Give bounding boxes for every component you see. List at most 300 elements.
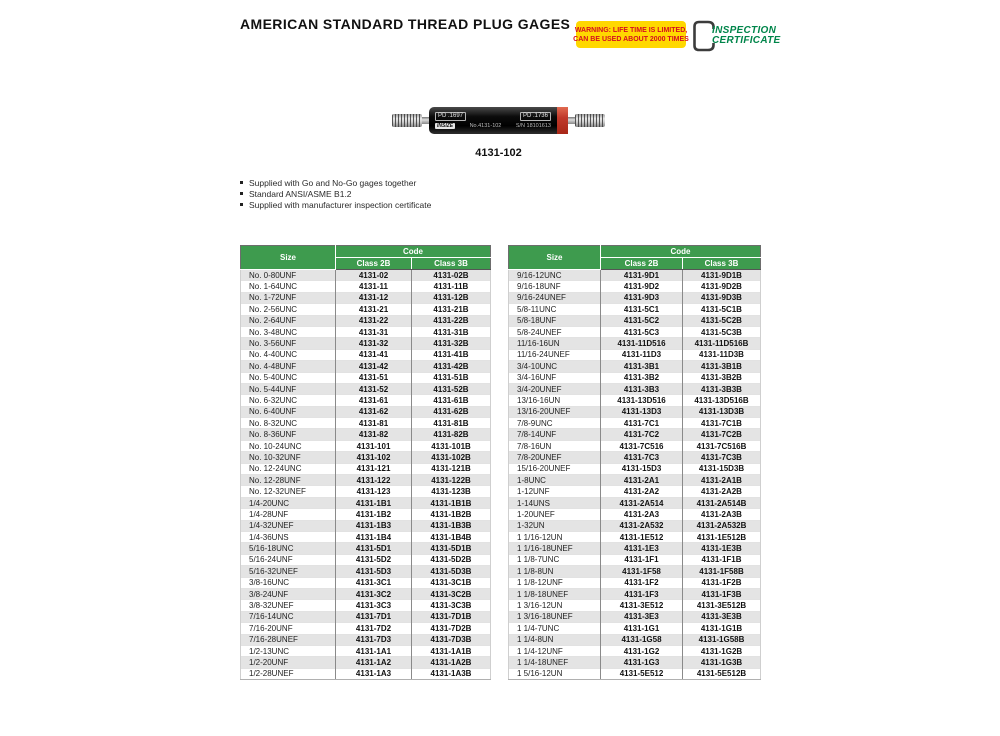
size-cell: 1-20UNEF [509,509,601,520]
table-row [509,361,761,372]
table-row [241,566,491,577]
page-title: AMERICAN STANDARD THREAD PLUG GAGES [240,16,571,32]
table-row [509,554,761,565]
table-row [241,338,491,349]
table-row [241,372,491,383]
code-cell: 4131-02 [336,270,412,281]
code-cell: 4131-1G1 [601,623,683,634]
column-header-class2b: Class 2B [336,258,412,270]
size-cell: No. 0-80UNF [241,270,336,281]
table-row [241,440,491,451]
size-cell: 1 1/4-12UNF [509,645,601,656]
code-cell: 4131-9D1B [683,270,761,281]
code-cell: 4131-1A1B [412,645,491,656]
code-cell: 4131-3C3 [336,600,412,611]
size-cell: 5/16-32UNEF [241,566,336,577]
code-cell: 4131-12B [412,292,491,303]
size-cell: 15/16-20UNEF [509,463,601,474]
size-cell: No. 10-24UNC [241,440,336,451]
size-code-table-left [240,245,491,680]
code-cell: 4131-9D3 [601,292,683,303]
code-cell: 4131-31B [412,326,491,337]
code-cell: 4131-7D1B [412,611,491,622]
code-cell: 4131-3E3 [601,611,683,622]
table-row [509,429,761,440]
table-row [509,566,761,577]
code-cell: 4131-5C1B [683,304,761,315]
code-cell: 4131-2A3B [683,509,761,520]
code-cell: 4131-122 [336,475,412,486]
feature-text: Standard ANSI/ASME B1.2 [249,188,352,199]
brand-logo: INSIZE [437,122,454,129]
code-cell: 4131-11D3 [601,349,683,360]
code-cell: 4131-3E3B [683,611,761,622]
size-cell: 13/16-16UN [509,395,601,406]
size-cell: No. 10-32UNF [241,452,336,463]
size-cell: 11/16-24UNEF [509,349,601,360]
code-cell: 4131-122B [412,475,491,486]
table-row [509,531,761,542]
table-row [241,281,491,292]
size-cell: 9/16-18UNF [509,281,601,292]
size-cell: 5/8-18UNF [509,315,601,326]
table-row [509,440,761,451]
table-row [241,463,491,474]
size-cell: 1/2-28UNEF [241,668,336,679]
code-cell: 4131-7C2 [601,429,683,440]
code-cell: 4131-2A2B [683,486,761,497]
gage-thread-left-icon [392,114,422,127]
size-cell: No. 4-48UNF [241,361,336,372]
code-cell: 4131-1A3 [336,668,412,679]
code-cell: 4131-13D3 [601,406,683,417]
table-row [241,486,491,497]
gage-shaft-right [568,117,575,124]
table-row [509,486,761,497]
size-cell: 13/16-20UNEF [509,406,601,417]
code-cell: 4131-3E512 [601,600,683,611]
code-cell: 4131-11D516B [683,338,761,349]
code-cell: 4131-1A2B [412,657,491,668]
code-cell: 4131-7C1 [601,418,683,429]
table-row [509,657,761,668]
table-row [509,315,761,326]
code-cell: 4131-32B [412,338,491,349]
table-row [241,475,491,486]
code-cell: 4131-51B [412,372,491,383]
code-cell: 4131-1B3B [412,520,491,531]
column-header-size: Size [509,246,601,270]
code-cell: 4131-5C1 [601,304,683,315]
table-row [241,623,491,634]
table-row [241,395,491,406]
size-cell: 1/4-28UNF [241,509,336,520]
code-cell: 4131-1F3B [683,588,761,599]
code-cell: 4131-1B4 [336,531,412,542]
table-row [241,611,491,622]
size-cell: 1 1/8-8UN [509,566,601,577]
code-cell: 4131-1A2 [336,657,412,668]
table-row [241,429,491,440]
code-cell: 4131-1G1B [683,623,761,634]
size-cell: No. 1-72UNF [241,292,336,303]
feature-list [240,177,431,210]
size-cell: 1/4-20UNC [241,497,336,508]
table-row [241,588,491,599]
code-cell: 4131-5C3B [683,326,761,337]
product-image [392,99,605,141]
code-cell: 4131-102 [336,452,412,463]
code-cell: 4131-7C3B [683,452,761,463]
code-cell: 4131-42B [412,361,491,372]
table-row [509,520,761,531]
code-cell: 4131-1F58 [601,566,683,577]
size-code-table-right [508,245,761,680]
size-cell: 1/4-32UNEF [241,520,336,531]
code-cell: 4131-5D3 [336,566,412,577]
table-row [241,383,491,394]
table-row [241,543,491,554]
size-cell: 1-14UNS [509,497,601,508]
table-row [241,292,491,303]
size-cell: 1/2-20UNF [241,657,336,668]
table-row [509,543,761,554]
table-row [509,452,761,463]
code-cell: 4131-5D2B [412,554,491,565]
code-cell: 4131-1B2 [336,509,412,520]
code-cell: 4131-11 [336,281,412,292]
code-cell: 4131-11D516 [601,338,683,349]
table-row [241,270,491,281]
code-cell: 4131-1A1 [336,645,412,656]
column-header-size: Size [241,246,336,270]
table-row [509,623,761,634]
size-cell: No. 3-56UNF [241,338,336,349]
code-cell: 4131-42 [336,361,412,372]
code-cell: 4131-62B [412,406,491,417]
size-cell: 3/8-16UNC [241,577,336,588]
code-cell: 4131-5D1B [412,543,491,554]
code-cell: 4131-61 [336,395,412,406]
code-cell: 4131-41B [412,349,491,360]
table-row [241,520,491,531]
size-cell: No. 3-48UNC [241,326,336,337]
table-row [241,326,491,337]
code-cell: 4131-1G2B [683,645,761,656]
code-cell: 4131-62 [336,406,412,417]
code-cell: 4131-3B1 [601,361,683,372]
gage-pd-left-label: PD .1697 [435,112,466,121]
code-cell: 4131-1A3B [412,668,491,679]
code-cell: 4131-9D3B [683,292,761,303]
column-header-class2b: Class 2B [601,258,683,270]
code-cell: 4131-9D1 [601,270,683,281]
size-cell: No. 12-28UNF [241,475,336,486]
table-row [509,588,761,599]
code-cell: 4131-7D2B [412,623,491,634]
code-cell: 4131-1F3 [601,588,683,599]
table-row [241,349,491,360]
code-cell: 4131-7C516 [601,440,683,451]
code-cell: 4131-123 [336,486,412,497]
gage-serial-label: S/N 18101613 [515,122,551,129]
column-header-code: Code [336,246,491,258]
code-cell: 4131-3C1B [412,577,491,588]
code-cell: 4131-81B [412,418,491,429]
gage-shaft-left [422,117,429,124]
table-row [241,645,491,656]
table-row [241,554,491,565]
table-row [509,475,761,486]
table-row [241,600,491,611]
size-cell: No. 8-32UNC [241,418,336,429]
feature-item [240,188,431,199]
column-header-class3b: Class 3B [683,258,761,270]
code-cell: 4131-1E3 [601,543,683,554]
code-cell: 4131-21 [336,304,412,315]
size-cell: 9/16-12UNC [509,270,601,281]
code-cell: 4131-22 [336,315,412,326]
gage-thread-right-icon [575,114,605,127]
table-row [509,406,761,417]
table-row [509,383,761,394]
code-cell: 4131-3B2 [601,372,683,383]
size-cell: 7/8-9UNC [509,418,601,429]
size-cell: 7/8-20UNEF [509,452,601,463]
table-row [241,577,491,588]
table-row [241,304,491,315]
warning-line-1: WARNING: LIFE TIME IS LIMITED, [574,26,688,34]
feature-item [240,177,431,188]
code-cell: 4131-2A514 [601,497,683,508]
code-cell: 4131-1G2 [601,645,683,656]
code-cell: 4131-3E512B [683,600,761,611]
code-cell: 4131-1B4B [412,531,491,542]
certificate-line-2: CERTIFICATE [712,35,781,46]
code-cell: 4131-31 [336,326,412,337]
size-cell: 7/16-28UNEF [241,634,336,645]
code-cell: 4131-7D2 [336,623,412,634]
product-caption: 4131-102 [475,147,522,159]
code-cell: 4131-1F58B [683,566,761,577]
size-cell: 3/8-24UNF [241,588,336,599]
size-cell: 1 3/16-18UNEF [509,611,601,622]
table-row [509,577,761,588]
size-cell: 7/8-16UN [509,440,601,451]
code-cell: 4131-81 [336,418,412,429]
table-row [241,668,491,679]
size-cell: 1 3/16-12UN [509,600,601,611]
code-cell: 4131-1F1B [683,554,761,565]
gage-red-band [557,107,568,134]
size-cell: 5/16-24UNF [241,554,336,565]
code-cell: 4131-5C2 [601,315,683,326]
size-cell: 1 1/8-18UNEF [509,588,601,599]
code-cell: 4131-9D2B [683,281,761,292]
code-cell: 4131-13D516B [683,395,761,406]
table-row [509,611,761,622]
code-cell: 4131-61B [412,395,491,406]
code-cell: 4131-123B [412,486,491,497]
size-cell: 1 1/8-7UNC [509,554,601,565]
code-cell: 4131-101B [412,440,491,451]
size-cell: 1-12UNF [509,486,601,497]
code-cell: 4131-1B3 [336,520,412,531]
code-cell: 4131-5C3 [601,326,683,337]
code-cell: 4131-1F2B [683,577,761,588]
code-cell: 4131-82B [412,429,491,440]
size-cell: 1 1/4-8UN [509,634,601,645]
size-cell: 1-32UN [509,520,601,531]
size-cell: 1 1/8-12UNF [509,577,601,588]
size-cell: 1 1/4-18UNEF [509,657,601,668]
code-cell: 4131-7D3 [336,634,412,645]
table-row [241,452,491,463]
table-row [509,395,761,406]
size-cell: 7/16-14UNC [241,611,336,622]
column-header-class3b: Class 3B [412,258,491,270]
size-cell: No. 12-32UNEF [241,486,336,497]
code-cell: 4131-2A1 [601,475,683,486]
certificate-line-1: INSPECTION [712,25,777,36]
size-cell: 5/8-24UNEF [509,326,601,337]
code-cell: 4131-3B3B [683,383,761,394]
code-cell: 4131-12 [336,292,412,303]
size-cell: No. 2-64UNF [241,315,336,326]
gage-pd-right-label: PD .1736 [520,112,551,121]
code-cell: 4131-121 [336,463,412,474]
warning-badge [573,21,689,48]
code-cell: 4131-41 [336,349,412,360]
code-cell: 4131-3C3B [412,600,491,611]
code-cell: 4131-1G58B [683,634,761,645]
code-cell: 4131-7C516B [683,440,761,451]
size-cell: 1 5/16-12UN [509,668,601,679]
code-cell: 4131-1B2B [412,509,491,520]
code-cell: 4131-2A2 [601,486,683,497]
code-cell: 4131-5C2B [683,315,761,326]
table-row [241,634,491,645]
inspection-certificate-badge [691,19,781,53]
code-cell: 4131-52 [336,383,412,394]
size-cell: No. 1-64UNC [241,281,336,292]
table-row [509,463,761,474]
code-cell: 4131-7D3B [412,634,491,645]
size-cell: 7/16-20UNF [241,623,336,634]
size-cell: No. 5-40UNC [241,372,336,383]
size-cell: 3/4-20UNEF [509,383,601,394]
table-row [509,497,761,508]
code-cell: 4131-1B1 [336,497,412,508]
code-cell: 4131-3B2B [683,372,761,383]
size-cell: 3/4-10UNC [509,361,601,372]
table-row [241,361,491,372]
gage-handle [429,107,557,134]
code-cell: 4131-13D3B [683,406,761,417]
table-row [509,292,761,303]
code-cell: 4131-5E512 [601,668,683,679]
size-cell: 1 1/16-12UN [509,531,601,542]
bullet-icon [240,181,243,184]
table-row [509,304,761,315]
code-cell: 4131-2A532B [683,520,761,531]
table-row [509,418,761,429]
code-cell: 4131-02B [412,270,491,281]
feature-text: Supplied with Go and No-Go gages together [249,177,417,188]
size-cell: No. 6-32UNC [241,395,336,406]
size-cell: No. 4-40UNC [241,349,336,360]
code-cell: 4131-5D2 [336,554,412,565]
size-cell: No. 5-44UNF [241,383,336,394]
table-row [509,338,761,349]
size-cell: 1 1/16-18UNEF [509,543,601,554]
table-row [509,645,761,656]
code-cell: 4131-13D516 [601,395,683,406]
code-cell: 4131-82 [336,429,412,440]
code-cell: 4131-7C3 [601,452,683,463]
code-cell: 4131-1E3B [683,543,761,554]
code-cell: 4131-2A532 [601,520,683,531]
code-cell: 4131-101 [336,440,412,451]
bullet-icon [240,192,243,195]
code-cell: 4131-7C2B [683,429,761,440]
size-cell: 7/8-14UNF [509,429,601,440]
code-cell: 4131-22B [412,315,491,326]
gage-model-label: No.4131-102 [469,122,502,129]
size-cell: 1/2-13UNC [241,645,336,656]
table-row [509,349,761,360]
size-cell: No. 8-36UNF [241,429,336,440]
code-cell: 4131-102B [412,452,491,463]
code-cell: 4131-1F1 [601,554,683,565]
size-cell: No. 12-24UNC [241,463,336,474]
table-row [241,531,491,542]
table-row [241,315,491,326]
table-row [509,281,761,292]
code-cell: 4131-15D3 [601,463,683,474]
size-cell: 5/16-18UNC [241,543,336,554]
table-row [509,600,761,611]
table-row [241,418,491,429]
bullet-icon [240,203,243,206]
code-cell: 4131-1B1B [412,497,491,508]
warning-line-2: CAN BE USED ABOUT 2000 TIMES [573,35,689,43]
code-cell: 4131-1G58 [601,634,683,645]
feature-item [240,199,431,210]
code-cell: 4131-11B [412,281,491,292]
code-cell: 4131-1F2 [601,577,683,588]
table-row [509,634,761,645]
size-cell: No. 6-40UNF [241,406,336,417]
code-cell: 4131-3C2 [336,588,412,599]
size-cell: 5/8-11UNC [509,304,601,315]
code-cell: 4131-9D2 [601,281,683,292]
table-row [509,372,761,383]
code-cell: 4131-2A514B [683,497,761,508]
code-cell: 4131-1G3B [683,657,761,668]
table-row [241,509,491,520]
size-cell: 11/16-16UN [509,338,601,349]
code-cell: 4131-3C1 [336,577,412,588]
code-cell: 4131-1E512B [683,531,761,542]
size-cell: 1/4-36UNS [241,531,336,542]
size-cell: 3/4-16UNF [509,372,601,383]
size-cell: No. 2-56UNC [241,304,336,315]
column-header-code: Code [601,246,761,258]
code-cell: 4131-2A1B [683,475,761,486]
code-cell: 4131-5E512B [683,668,761,679]
code-cell: 4131-7C1B [683,418,761,429]
